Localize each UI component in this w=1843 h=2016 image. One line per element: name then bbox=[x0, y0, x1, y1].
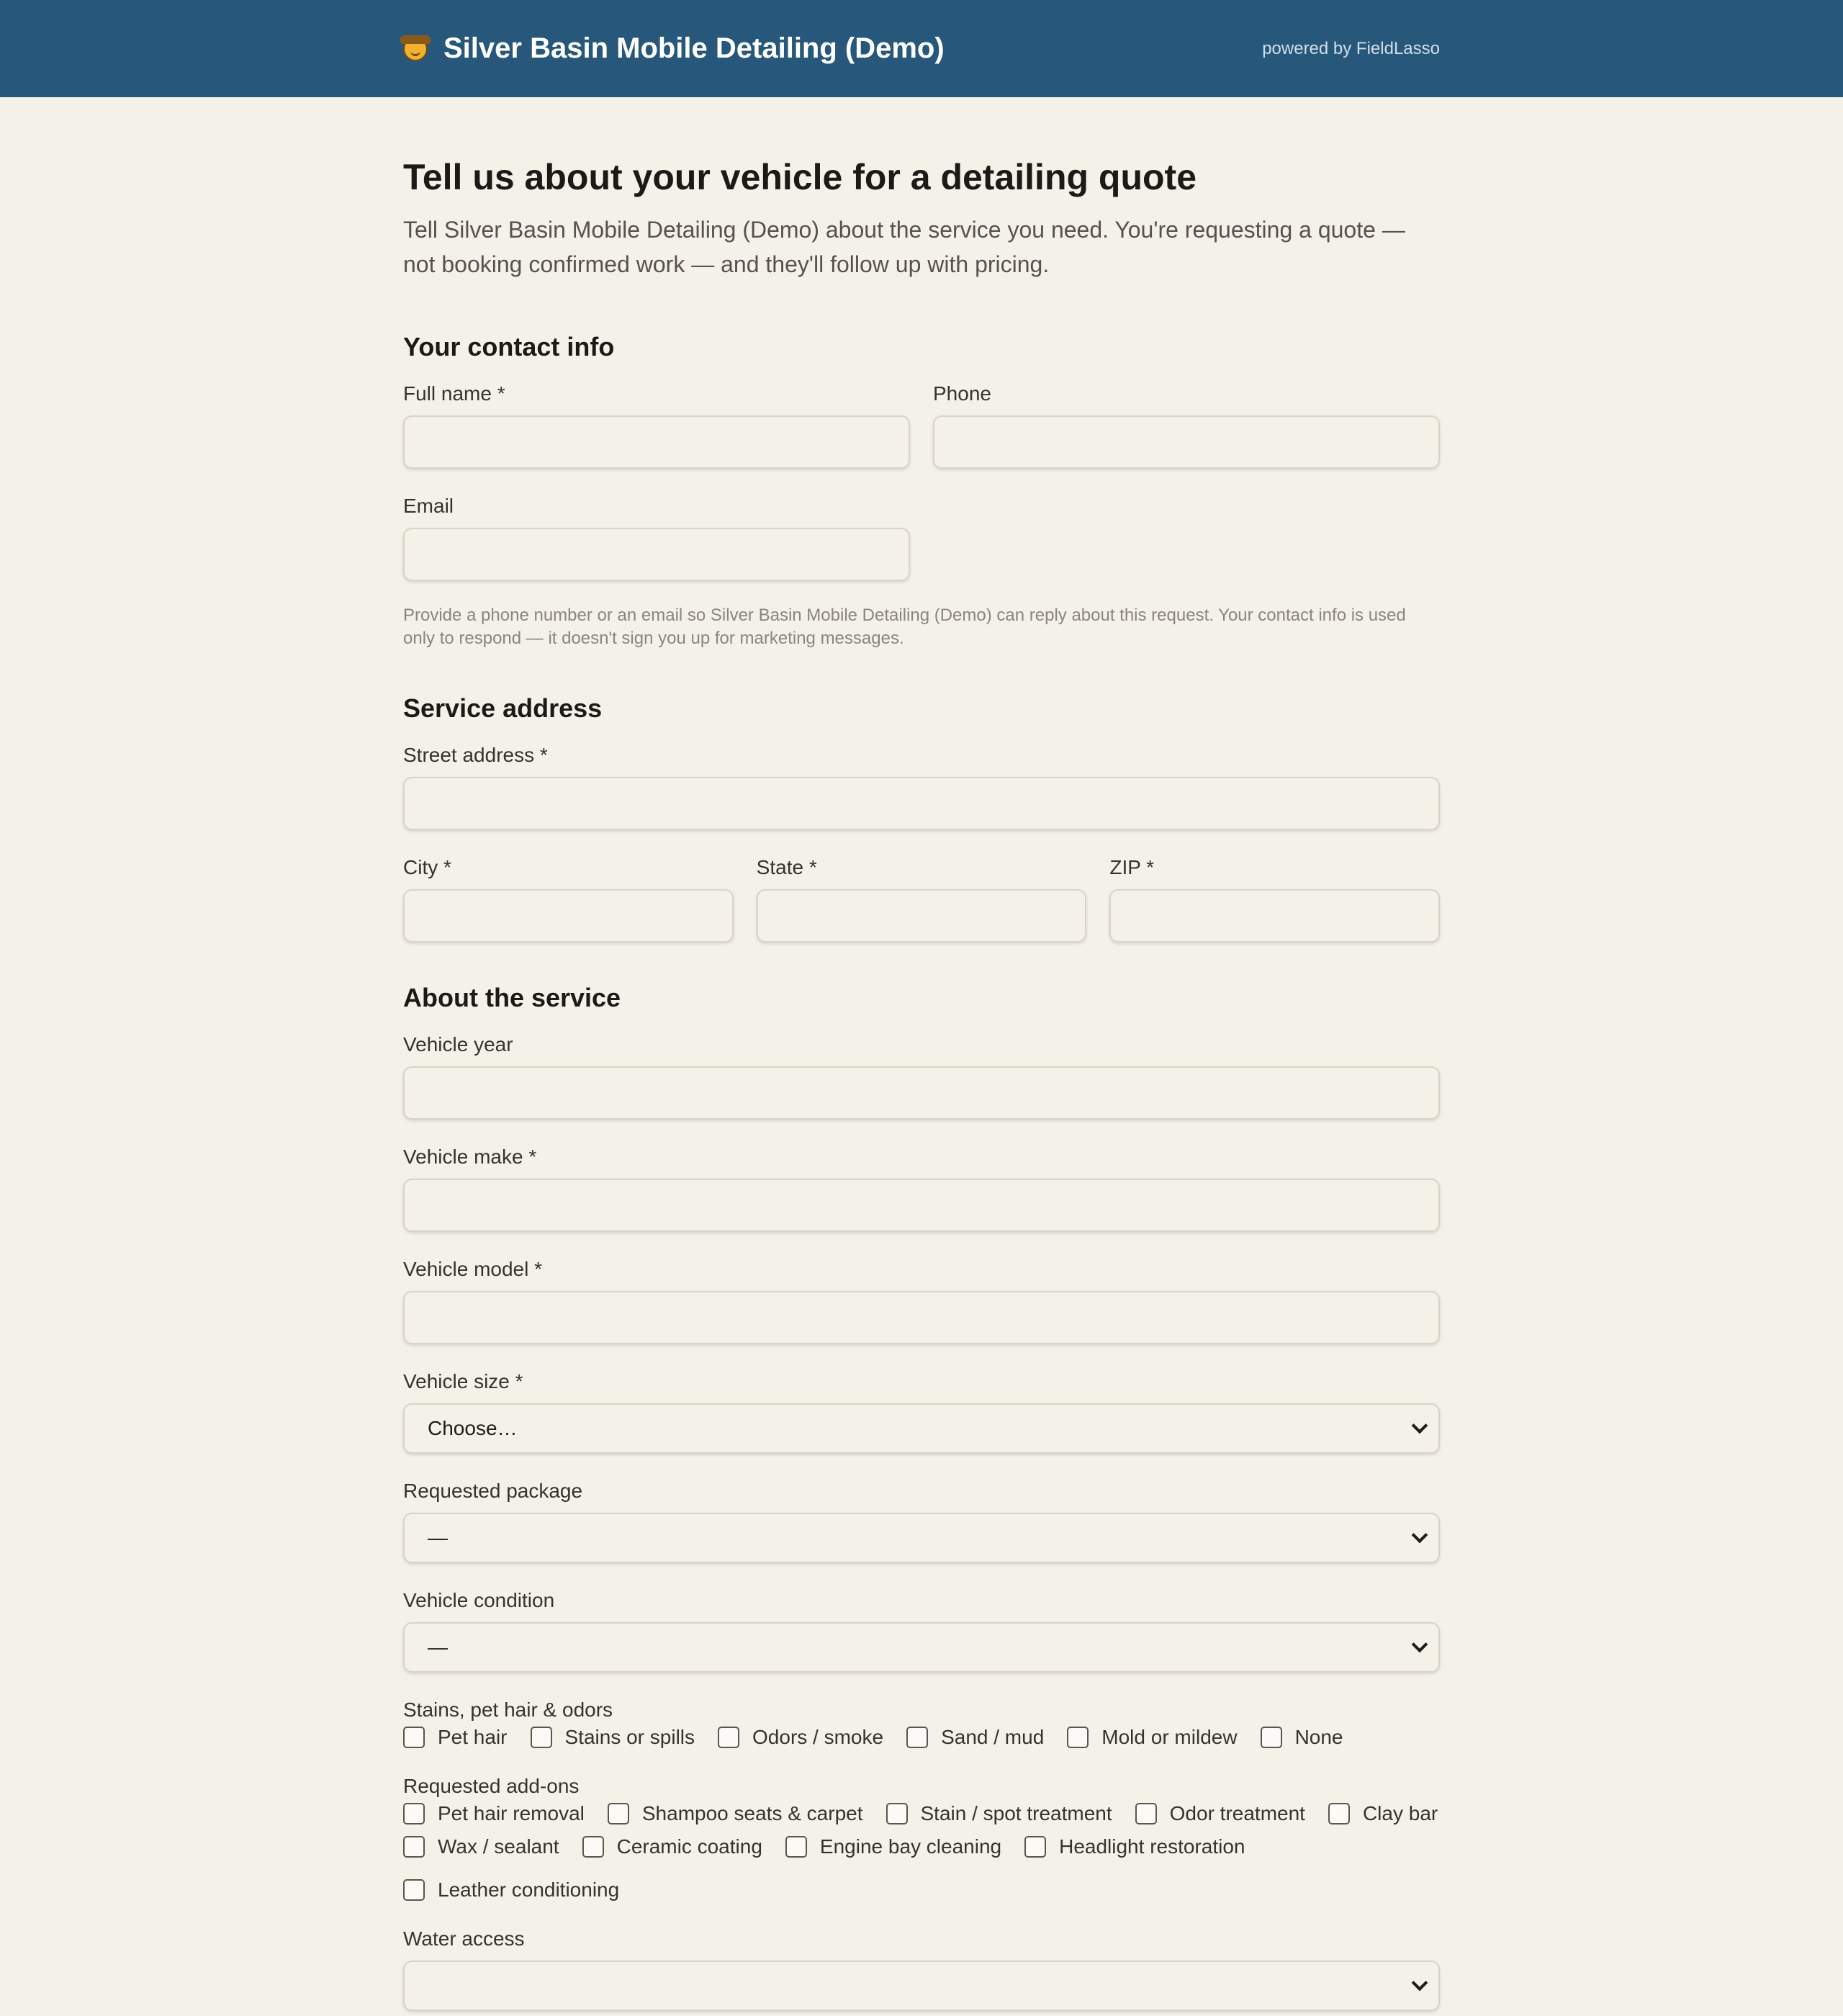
condition-field-wrap bbox=[403, 1589, 1440, 1673]
chevron-down-icon bbox=[1412, 1637, 1428, 1653]
addon-option-odor-treatment[interactable] bbox=[1135, 1802, 1305, 1825]
contact-hint: Provide a phone number or an email so Silver Basin Mobile Detailing (Demo) can reply about this request. Your contact info is used only to respond — it doesn't sign you up for marketing messages. bbox=[403, 606, 1406, 648]
stain-option-pet-hair[interactable] bbox=[403, 1726, 508, 1749]
top-bar-inner bbox=[403, 32, 1440, 65]
addons-group bbox=[403, 1775, 1440, 1902]
package-label: Requested package bbox=[403, 1480, 583, 1502]
zip-input[interactable] bbox=[1109, 889, 1440, 942]
checkbox[interactable] bbox=[1067, 1727, 1089, 1748]
condition-label: Vehicle condition bbox=[403, 1589, 555, 1611]
addons-label: Requested add-ons bbox=[403, 1775, 580, 1797]
state-input[interactable] bbox=[757, 889, 1087, 942]
street-label: Street address * bbox=[403, 744, 548, 766]
addons-options bbox=[403, 1802, 1440, 1902]
city-state-zip-row bbox=[403, 856, 1440, 968]
checkbox-label: Stain / spot treatment bbox=[920, 1802, 1112, 1824]
checkbox[interactable] bbox=[1261, 1727, 1282, 1748]
package-value: — bbox=[428, 1526, 448, 1549]
contact-section-title: Your contact info bbox=[403, 332, 615, 361]
addon-option-ceramic[interactable] bbox=[582, 1835, 762, 1858]
checkbox[interactable] bbox=[1135, 1803, 1157, 1824]
checkbox[interactable] bbox=[906, 1727, 928, 1748]
stains-label: Stains, pet hair & odors bbox=[403, 1698, 613, 1721]
stain-option-odors[interactable] bbox=[718, 1726, 883, 1749]
page-title: Tell us about your vehicle for a detailing quote bbox=[403, 157, 1197, 197]
vehicle-make-label: Vehicle make * bbox=[403, 1146, 537, 1168]
zip-field-wrap bbox=[1109, 856, 1440, 942]
addon-option-leather[interactable] bbox=[403, 1878, 619, 1902]
phone-label: Phone bbox=[933, 382, 991, 405]
checkbox[interactable] bbox=[403, 1727, 425, 1748]
checkbox-label: Odor treatment bbox=[1169, 1802, 1305, 1824]
street-field-wrap bbox=[403, 744, 1440, 830]
addon-option-headlight[interactable] bbox=[1024, 1835, 1245, 1858]
checkbox-label: Mold or mildew bbox=[1101, 1726, 1238, 1748]
phone-input[interactable] bbox=[933, 415, 1440, 469]
package-field-wrap bbox=[403, 1480, 1440, 1563]
year-field-wrap bbox=[403, 1033, 1440, 1120]
checkbox[interactable] bbox=[718, 1727, 739, 1748]
checkbox[interactable] bbox=[403, 1879, 425, 1901]
state-label: State * bbox=[756, 856, 817, 878]
checkbox-label: Pet hair removal bbox=[438, 1802, 585, 1824]
email-field-wrap bbox=[403, 495, 910, 581]
quote-form bbox=[403, 97, 1440, 2011]
addon-option-wax[interactable] bbox=[403, 1835, 559, 1858]
package-select[interactable] bbox=[403, 1513, 1440, 1563]
checkbox-label: Clay bar bbox=[1362, 1802, 1438, 1824]
condition-select[interactable] bbox=[403, 1622, 1440, 1673]
checkbox-label: Leather conditioning bbox=[438, 1878, 620, 1901]
email-label: Email bbox=[403, 495, 454, 517]
brand bbox=[403, 32, 945, 65]
addon-option-shampoo[interactable] bbox=[608, 1802, 863, 1825]
address-section-title: Service address bbox=[403, 693, 603, 723]
email-row bbox=[403, 495, 1440, 604]
full-name-label: Full name * bbox=[403, 382, 505, 405]
vehicle-size-value: Choose… bbox=[428, 1417, 518, 1439]
checkbox[interactable] bbox=[1024, 1836, 1046, 1858]
checkbox[interactable] bbox=[608, 1803, 629, 1824]
make-field-wrap bbox=[403, 1146, 1440, 1232]
powered-by-text: powered by FieldLasso bbox=[1262, 38, 1440, 58]
chevron-down-icon bbox=[1412, 1975, 1428, 1992]
city-field-wrap bbox=[403, 856, 734, 942]
checkbox-label: Pet hair bbox=[438, 1726, 508, 1748]
checkbox-label: None bbox=[1294, 1726, 1343, 1748]
stains-group bbox=[403, 1698, 1440, 1749]
city-label: City * bbox=[403, 856, 451, 878]
water-access-select[interactable] bbox=[403, 1961, 1440, 2011]
street-input[interactable] bbox=[403, 777, 1440, 830]
stain-option-sand[interactable] bbox=[906, 1726, 1044, 1749]
vehicle-size-label: Vehicle size * bbox=[403, 1370, 523, 1392]
stain-option-mold[interactable] bbox=[1067, 1726, 1237, 1749]
checkbox-label: Sand / mud bbox=[941, 1726, 1045, 1748]
checkbox[interactable] bbox=[1328, 1803, 1350, 1824]
checkbox-label: Odors / smoke bbox=[752, 1726, 884, 1748]
city-input[interactable] bbox=[403, 889, 734, 942]
zip-label: ZIP * bbox=[1109, 856, 1155, 878]
addon-option-stain-treatment[interactable] bbox=[886, 1802, 1112, 1825]
size-field-wrap bbox=[403, 1370, 1440, 1454]
addon-option-pet-hair-removal[interactable] bbox=[403, 1802, 585, 1825]
full-name-input[interactable] bbox=[403, 415, 910, 469]
chevron-down-icon bbox=[1412, 1418, 1428, 1434]
checkbox[interactable] bbox=[403, 1803, 425, 1824]
addon-option-clay-bar[interactable] bbox=[1328, 1802, 1438, 1825]
water-access-label: Water access bbox=[403, 1927, 525, 1950]
brand-title: Silver Basin Mobile Detailing (Demo) bbox=[443, 32, 945, 64]
vehicle-model-input[interactable] bbox=[403, 1291, 1440, 1344]
vehicle-make-input[interactable] bbox=[403, 1179, 1440, 1232]
checkbox-label: Stains or spills bbox=[564, 1726, 695, 1748]
checkbox[interactable] bbox=[582, 1836, 604, 1858]
checkbox[interactable] bbox=[403, 1836, 425, 1858]
contact-row bbox=[403, 382, 1440, 495]
addon-option-engine-bay[interactable] bbox=[785, 1835, 1001, 1858]
condition-value: — bbox=[428, 1636, 448, 1658]
checkbox-label: Ceramic coating bbox=[616, 1835, 762, 1858]
chevron-down-icon bbox=[1412, 1527, 1428, 1544]
vehicle-size-select[interactable] bbox=[403, 1403, 1440, 1454]
phone-field-wrap bbox=[933, 382, 1440, 469]
model-field-wrap bbox=[403, 1258, 1440, 1344]
checkbox-label: Engine bay cleaning bbox=[819, 1835, 1002, 1858]
checkbox-label: Shampoo seats & carpet bbox=[641, 1802, 863, 1824]
checkbox[interactable] bbox=[785, 1836, 807, 1858]
stains-options bbox=[403, 1726, 1440, 1749]
checkbox[interactable] bbox=[886, 1803, 908, 1824]
email-input[interactable] bbox=[403, 528, 910, 581]
vehicle-year-input[interactable] bbox=[403, 1066, 1440, 1120]
water-field-wrap bbox=[403, 1927, 1440, 2011]
stain-option-none[interactable] bbox=[1261, 1726, 1343, 1749]
checkbox-label: Wax / sealant bbox=[438, 1835, 559, 1858]
page-lead: Tell Silver Basin Mobile Detailing (Demo) about the service you need. You're requesting a quote — not booking confirmed work — and they'll follow up with pricing. bbox=[403, 217, 1405, 277]
stain-option-stains[interactable] bbox=[531, 1726, 695, 1749]
checkbox[interactable] bbox=[531, 1727, 552, 1748]
full-name-field-wrap bbox=[403, 382, 910, 469]
vehicle-model-label: Vehicle model * bbox=[403, 1258, 543, 1280]
service-section-title: About the service bbox=[403, 983, 621, 1012]
checkbox-label: Headlight restoration bbox=[1059, 1835, 1245, 1858]
vehicle-year-label: Vehicle year bbox=[403, 1033, 513, 1056]
cowboy-face-icon bbox=[403, 37, 428, 61]
state-field-wrap bbox=[757, 856, 1087, 942]
top-bar bbox=[0, 0, 1843, 97]
